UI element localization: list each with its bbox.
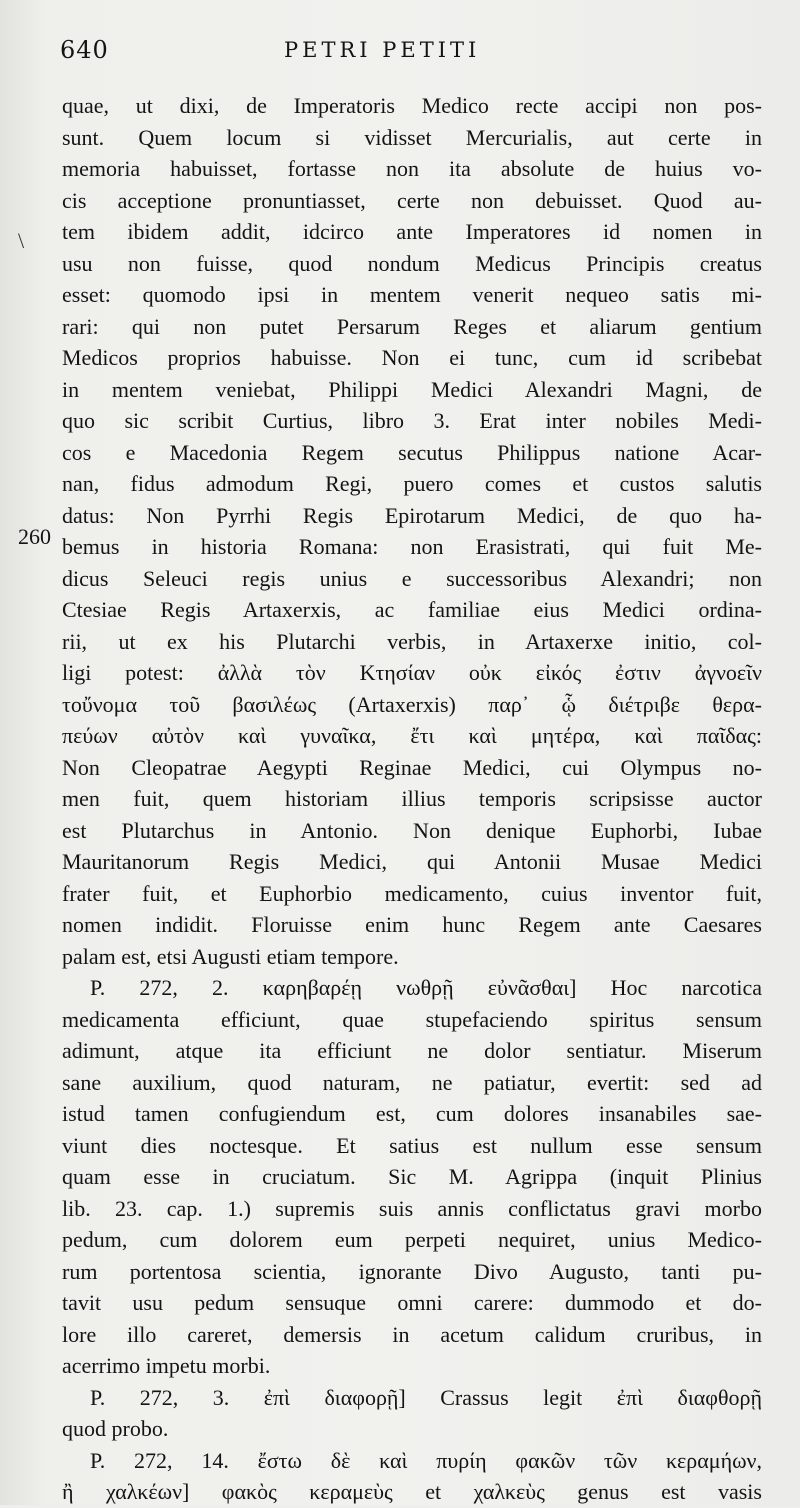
text-line: πεύων αὐτὸν καὶ γυναῖκα, ἔτι καὶ μητέρα, καὶ παῖδας: xyxy=(62,723,762,748)
text-line: men fuit, quem historiam illius temporis scripsisse auctor xyxy=(62,786,762,811)
text-line: rum portentosa scientia, ignorante Divo Augusto, tanti pu- xyxy=(62,1258,762,1284)
margin-line-number: 260 xyxy=(18,524,51,549)
text-line: lib. 23. cap. 1.) supremis suis annis conflictatus gravi morbo xyxy=(62,1195,762,1221)
text-line: esset: quomodo ipsi in mentem venerit nequeo satis mi- xyxy=(62,282,762,307)
text-line: P. 272, 3. ἐπὶ διαφορῇ] Crassus legit ἐπὶ διαφθορῇ xyxy=(90,1384,762,1410)
text-line: medicamenta efficiunt, quae stupefaciendo spiritus sensum xyxy=(62,1006,762,1032)
text-line: pedum, cum dolorem eum perpeti nequiret, unius Medico- xyxy=(62,1227,762,1252)
text-line: est Plutarchus in Antonio. Non denique Euphorbi, Iubae xyxy=(62,817,762,843)
text-line: nan, fidus admodum Regi, puero comes et custos salutis xyxy=(62,471,762,496)
text-line: ἢ χαλκέων] φακὸς κεραμεὺς et χαλκεὺς genus est vasis xyxy=(62,1479,762,1504)
text-line: quod probo. xyxy=(62,1416,169,1441)
text-line: quo sic scribit Curtius, libro 3. Erat inter nobiles Medi- xyxy=(62,408,762,433)
text-line: nomen indidit. Floruisse enim hunc Regem ante Caesares xyxy=(62,912,762,937)
body-text xyxy=(62,90,762,1508)
text-line: P. 272, 2. καρηβαρέῃ νωθρῇ εὐνᾶσθαι] Hoc narcotica xyxy=(90,975,762,1000)
text-line: quam esse in cruciatum. Sic M. Agrippa (inquit Plinius xyxy=(62,1164,762,1189)
page-number: 640 xyxy=(60,36,109,64)
text-line: cos e Macedonia Regem secutus Philippus natione Acar- xyxy=(62,439,762,465)
text-line: frater fuit, et Euphorbio medicamento, cuius inventor fuit, xyxy=(62,880,762,906)
text-line: palam est, etsi Augusti etiam tempore. xyxy=(62,943,399,969)
text-line: sane auxilium, quod naturam, ne patiatur, evertit: sed ad xyxy=(62,1069,762,1095)
text-line: rari: qui non putet Persarum Reges et aliarum gentium xyxy=(62,313,762,339)
text-line: Non Cleopatrae Aegypti Reginae Medici, cui Olympus no- xyxy=(62,754,762,780)
text-line: usu non fuisse, quod nondum Medicus Principis creatus xyxy=(62,250,762,276)
text-line: in mentem veniebat, Philippi Medici Alexandri Magni, de xyxy=(62,376,762,402)
text-line: viunt dies noctesque. Et satius est nullum esse sensum xyxy=(62,1132,762,1158)
text-line: τοὔνομα τοῦ βασιλέως (Artaxerxis) παρ᾽ ᾧ διέτριβε θερα- xyxy=(62,691,762,717)
text-line: quae, ut dixi, de Imperatoris Medico recte accipi non pos- xyxy=(62,93,762,118)
text-line: acerrimo impetu morbi. xyxy=(62,1353,271,1378)
text-line: tavit usu pedum sensuque omni carere: dummodo et do- xyxy=(62,1290,762,1315)
text-line: rii, ut ex his Plutarchi verbis, in Artaxerxe initio, col- xyxy=(62,628,762,654)
text-line: datus: Non Pyrrhi Regis Epirotarum Medici, de quo ha- xyxy=(62,502,762,528)
text-line: Ctesiae Regis Artaxerxis, ac familiae eius Medici ordina- xyxy=(62,597,762,622)
text-line: cis acceptione pronuntiasset, certe non debuisset. Quod au- xyxy=(62,187,762,213)
text-line: adimunt, atque ita efficiunt ne dolor sentiatur. Miserum xyxy=(62,1038,762,1063)
page-header xyxy=(0,36,800,66)
text-line: P. 272, 14. ἔστω δὲ καὶ πυρίη φακῶν τῶν κεραμήων, xyxy=(90,1447,762,1473)
text-line: Medicos proprios habuisse. Non ei tunc, cum id scribebat xyxy=(62,345,762,370)
text-line: Mauritanorum Regis Medici, qui Antonii Musae Medici xyxy=(62,849,762,874)
text-line: lore illo careret, demersis in acetum calidum cruribus, in xyxy=(62,1321,762,1347)
text-line: sunt. Quem locum si vidisset Mercurialis, aut certe in xyxy=(62,124,762,150)
text-line: bemus in historia Romana: non Erasistrati, qui fuit Me- xyxy=(62,534,762,559)
text-line: istud tamen confugiendum est, cum dolores insanabiles sae- xyxy=(62,1101,762,1126)
text-line: dicus Seleuci regis unius e successoribus Alexandri; non xyxy=(62,565,762,591)
text-line: ligi potest: ἀλλὰ τὸν Κτησίαν οὐκ εἰκός ἐστιν ἀγνοεῖν xyxy=(62,660,762,685)
running-title: PETRI PETITI xyxy=(284,38,481,62)
text-line: memoria habuisset, fortasse non ita absolute de huius vo- xyxy=(62,156,762,181)
text-line: tem ibidem addit, idcirco ante Imperatores id nomen in xyxy=(62,219,762,244)
margin-stroke: \ xyxy=(18,228,25,253)
